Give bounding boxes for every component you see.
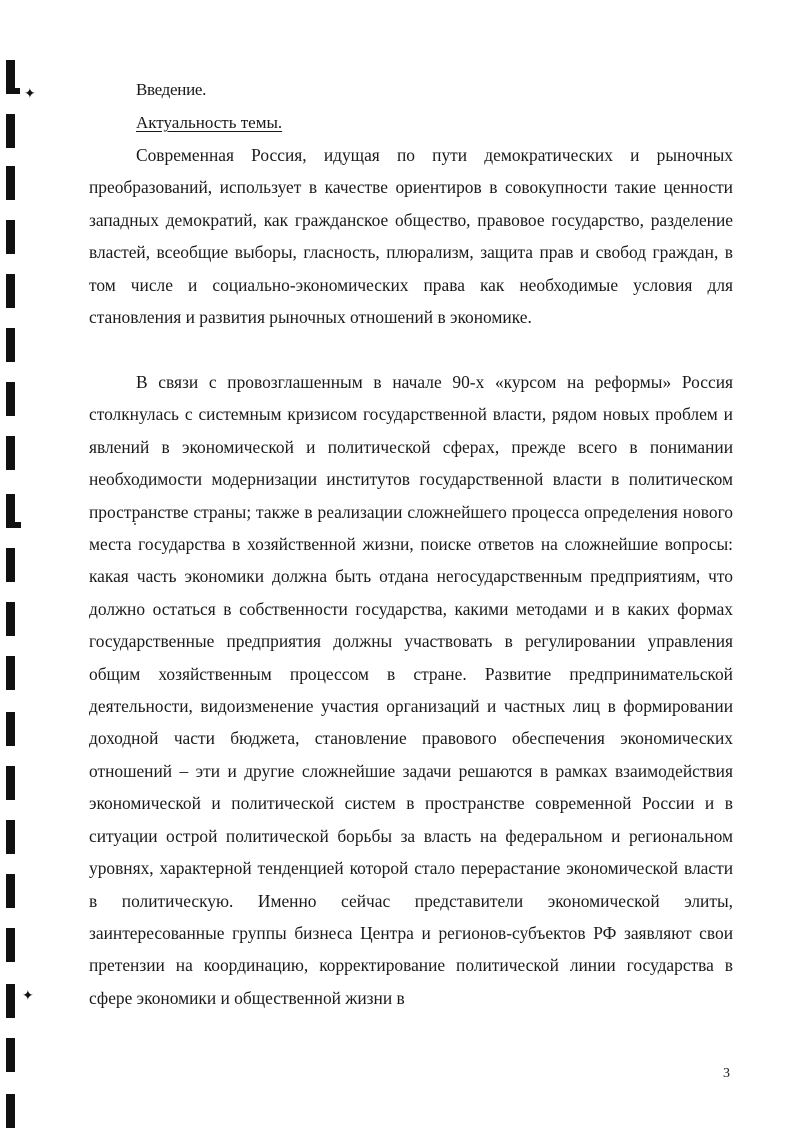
binding-mark	[6, 712, 15, 746]
paragraph: В связи с провозглашенным в начале 90-х «курсом на реформы» Россия столкнулась с системным кризисом государственной власти, рядом новых проблем и явлений в экономической и политической сферах, прежде всего в понимании необходимости модернизации институтов государственной власти в политическом пространстве страны; также в реализации сложнейшего процесса определения нового места государства в хозяйственной жизни, поиске ответов на сложнейшие вопросы: какая часть экономики должна быть отдана негосударственным предприятиям, что должно остаться в собственности государства, какими методами и в каких формах государственные предприятия должны участвовать в регулировании управления общим хозяйственным процессом в стране. Развитие предпринимательской деятельности, видоизменение участия организаций и частных лиц в формировании доходной части бюджета, становление правового обеспечения экономических отношений – эти и другие сложнейшие задачи решаются в рамках взаимодействия экономической и политической систем в пространстве современной России и в ситуации острой политической борьбы за власть на федеральном и региональном уровнях, характерной тенденцией которой стало перерастание экономической власти в политическую. Именно сейчас представители экономической элиты, заинтересованные группы бизнеса Центра и регионов-субъектов РФ заявляют свои претензии на координацию, корректирование политической линии государства в сфере экономики и общественной жизни в	[89, 372, 733, 1008]
introduction-heading: Введение.	[136, 80, 207, 99]
binding-mark	[15, 522, 21, 528]
scan-mark-icon: ✦	[24, 87, 36, 102]
binding-mark	[15, 88, 20, 94]
binding-mark	[6, 1094, 15, 1128]
binding-mark	[6, 874, 15, 908]
paragraph: Современная Россия, идущая по пути демократических и рыночных преобразований, использует в качестве ориентиров в совокупности такие ценности западных демократий, как гражданское общество, правовое государство, разделение властей, всеобщие выборы, гласность, плюрализм, защита прав и свобод граждан, в том числе и социально-экономических права как необходимые условия для становления и развития рыночных отношений в экономике.	[89, 145, 733, 328]
binding-mark	[6, 436, 15, 470]
topic-relevance-heading: Актуальность темы.	[136, 113, 283, 132]
scan-mark-icon: ✦	[22, 989, 34, 1004]
binding-mark	[6, 984, 15, 1018]
page-number: 3	[723, 1066, 730, 1081]
binding-mark	[6, 328, 15, 362]
binding-mark	[6, 766, 15, 800]
binding-mark	[6, 602, 15, 636]
binding-mark	[6, 656, 15, 690]
binding-mark	[6, 220, 15, 254]
binding-mark	[6, 494, 15, 528]
binding-mark	[6, 382, 15, 416]
binding-mark	[6, 114, 15, 148]
binding-mark	[6, 1038, 15, 1072]
binding-mark	[6, 820, 15, 854]
binding-mark	[6, 548, 15, 582]
binding-mark	[6, 928, 15, 962]
binding-mark	[6, 166, 15, 200]
binding-mark	[6, 60, 15, 94]
binding-mark	[6, 274, 15, 308]
